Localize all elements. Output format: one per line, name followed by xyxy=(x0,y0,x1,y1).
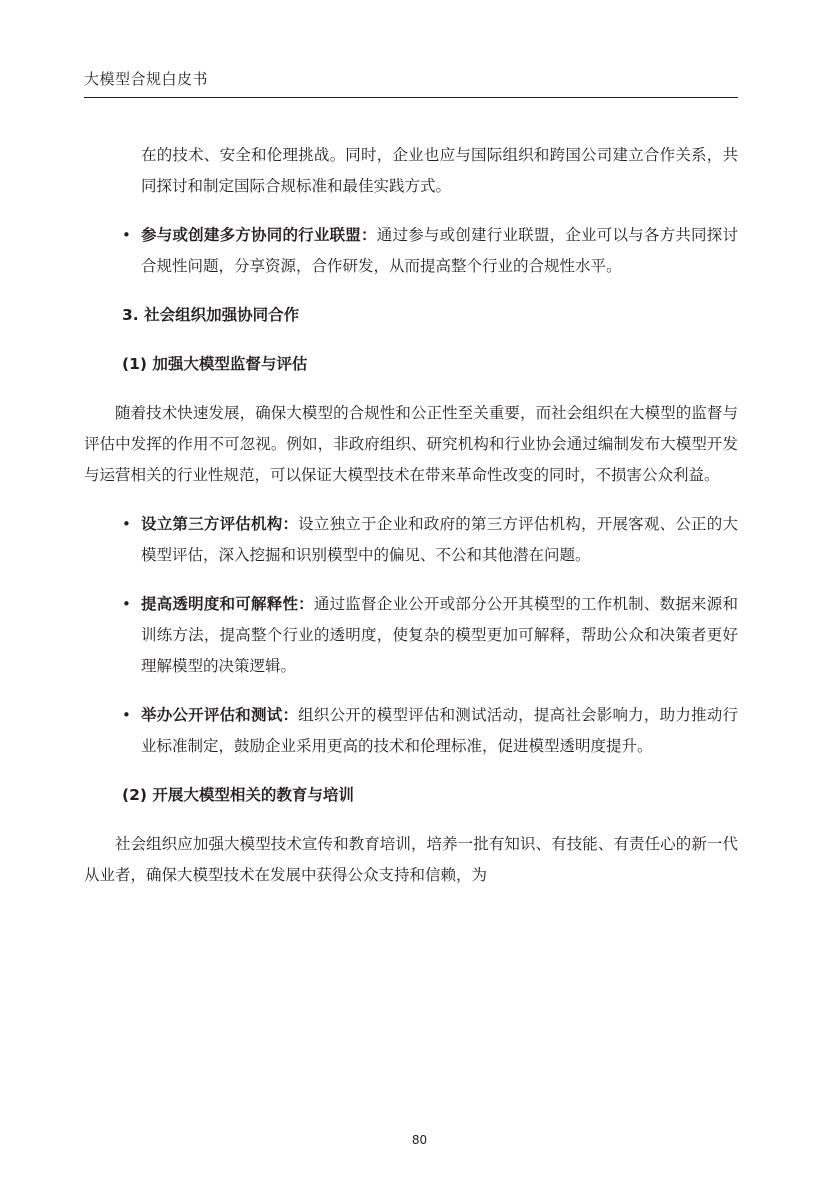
bullet-marker: • xyxy=(122,515,131,533)
bullet-item-industry-alliance xyxy=(84,220,738,282)
bullet-text: 通过参与或创建行业联盟，企业可以与各方共同探讨合规性问题，分享资源，合作研发，从而提高整个行业的合规性水平。 xyxy=(141,226,738,275)
header-divider xyxy=(84,97,738,98)
bullet-term: 参与或创建多方协同的行业联盟： xyxy=(141,226,377,244)
bullet-marker: • xyxy=(122,595,131,613)
page-number: 80 xyxy=(411,1133,428,1147)
page-body xyxy=(84,140,738,909)
subsection-heading: (2) 开展大模型相关的教育与培训 xyxy=(122,786,354,804)
bullet-marker: • xyxy=(122,226,131,244)
document-title: 大模型合规白皮书 xyxy=(84,70,209,88)
bullet-text: 组织公开的模型评估和测试活动，提高社会影响力，助力推动行业标准制定，鼓励企业采用更高的技术和伦理标准，促进模型透明度提升。 xyxy=(141,706,738,755)
body-paragraph: 社会组织应加强大模型技术宣传和教育培训，培养一批有知识、有技能、有责任心的新一代从业者，确保大模型技术在发展中获得公众支持和信赖，为 xyxy=(84,835,738,884)
bullet-item-public-testing xyxy=(84,700,738,762)
bullet-term: 设立第三方评估机构： xyxy=(141,515,299,533)
bullet-marker: • xyxy=(122,706,131,724)
bullet-term: 举办公开评估和测试： xyxy=(141,706,299,724)
bullet-text: 通过监督企业公开或部分公开其模型的工作机制、数据来源和训练方法，提高整个行业的透明度，使复杂的模型更加可解释，帮助公众和决策者更好理解模型的决策逻辑。 xyxy=(141,595,738,675)
bullet-text: 设立独立于企业和政府的第三方评估机构，开展客观、公正的大模型评估，深入挖掘和识别模型中的偏见、不公和其他潜在问题。 xyxy=(141,515,738,564)
subsection-heading: (1) 加强大模型监督与评估 xyxy=(122,355,308,373)
bullet-item-transparency xyxy=(84,589,738,682)
section-heading: 3. 社会组织加强协同合作 xyxy=(122,306,300,324)
continued-bullet-text: 在的技术、安全和伦理挑战。同时，企业也应与国际组织和跨国公司建立合作关系，共同探讨和制定国际合规标准和最佳实践方式。 xyxy=(141,146,738,195)
page-header xyxy=(84,67,738,99)
bullet-term: 提高透明度和可解释性： xyxy=(141,595,314,613)
bullet-item-third-party-evaluation xyxy=(84,509,738,571)
body-paragraph: 随着技术快速发展，确保大模型的合规性和公正性至关重要，而社会组织在大模型的监督与评估中发挥的作用不可忽视。例如，非政府组织、研究机构和行业协会通过编制发布大模型开发与运营相关的行业性规范，可以保证大模型技术在带来革命性改变的同时，不损害公众利益。 xyxy=(84,404,738,484)
